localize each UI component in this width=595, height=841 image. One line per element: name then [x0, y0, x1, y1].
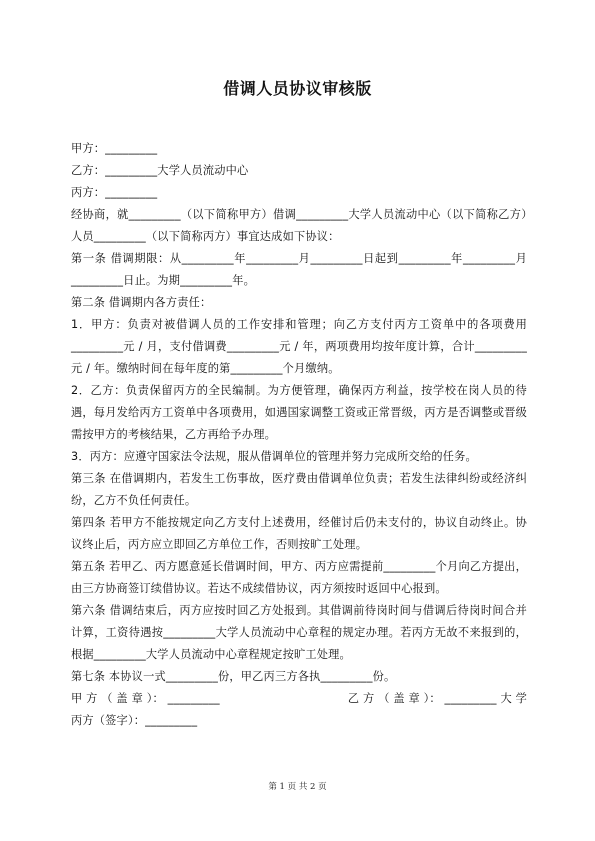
party-c-signature: 丙方（签字）：_________	[71, 714, 198, 727]
article-2-item-2: 2．乙方：负责保留丙方的全民编制。为方便管理，确保丙方利益，按学校在岗人员的待遇，每月发给丙方工资单中各项费用，如遇国家调整工资或正常晋级，丙方是否调整或晋级需按甲方的考核结果，乙方再给予办理。	[71, 384, 527, 441]
article-5-paragraph: 第五条 若甲乙、丙方愿意延长借调时间，甲方、丙方应需提前_________个月向乙方提出，由三方协商签订续借协议。若达不成续借协议，丙方须按时返回中心报到。	[71, 560, 527, 595]
party-b-seal: 乙 方 （ 盖 章 ）： _________ 大 学	[347, 692, 527, 705]
document-body	[71, 138, 527, 732]
party-a-line: 甲方：_________	[71, 142, 158, 155]
article-4-paragraph: 第四条 若甲方不能按规定向乙方支付上述费用，经催讨后仍未支付的，协议自动终止。协议终止后，丙方应立即回乙方单位工作，否则按旷工处理。	[71, 516, 527, 551]
signature-row	[71, 688, 527, 710]
party-b-line: 乙方：_________大学人员流动中心	[71, 164, 249, 177]
document-title: 借调人员协议审核版	[223, 79, 372, 98]
preamble-paragraph: 经协商，就_________（以下简称甲方）借调_________大学人员流动中心（以下简称乙方）人员_________（以下简称丙方）事宜达成如下协议：	[71, 208, 527, 243]
article-1-paragraph: 第一条 借调期限：从_________年_________月_________日起到_________年_________月_________日止。为期_________年。	[71, 252, 527, 287]
party-a-seal: 甲 方 （ 盖 章 ）： _________	[71, 692, 220, 705]
page-footer: 第 1 页 共 2 页	[268, 782, 327, 792]
article-2-item-1: 1．甲方：负责对被借调人员的工作安排和管理；向乙方支付丙方工资单中的各项费用_________元 / 月，支付借调费_________元 / 年，两项费用均按年度计算，合计_________元 / 年。缴纳时间在每年度的第_________个月缴纳。	[71, 318, 527, 375]
party-c-line: 丙方：_________	[71, 186, 158, 199]
article-6-paragraph: 第六条 借调结束后，丙方应按时回乙方处报到。其借调前待岗时间与借调后待岗时间合并计算，工资待遇按_________大学人员流动中心章程的规定办理。若丙方无故不来报到的，根据_________大学人员流动中心章程规定按旷工处理。	[71, 604, 527, 661]
article-2-heading: 第二条 借调期内各方责任：	[71, 296, 212, 309]
article-2-item-3: 3．丙方：应遵守国家法令法规，服从借调单位的管理并努力完成所交给的任务。	[71, 450, 477, 463]
article-3-paragraph: 第三条 在借调期内，若发生工伤事故，医疗费由借调单位负责；若发生法律纠纷或经济纠纷，乙方不负任何责任。	[71, 472, 527, 507]
article-7-paragraph: 第七条 本协议一式_________份，甲乙丙三方各执_________份。	[71, 670, 396, 683]
